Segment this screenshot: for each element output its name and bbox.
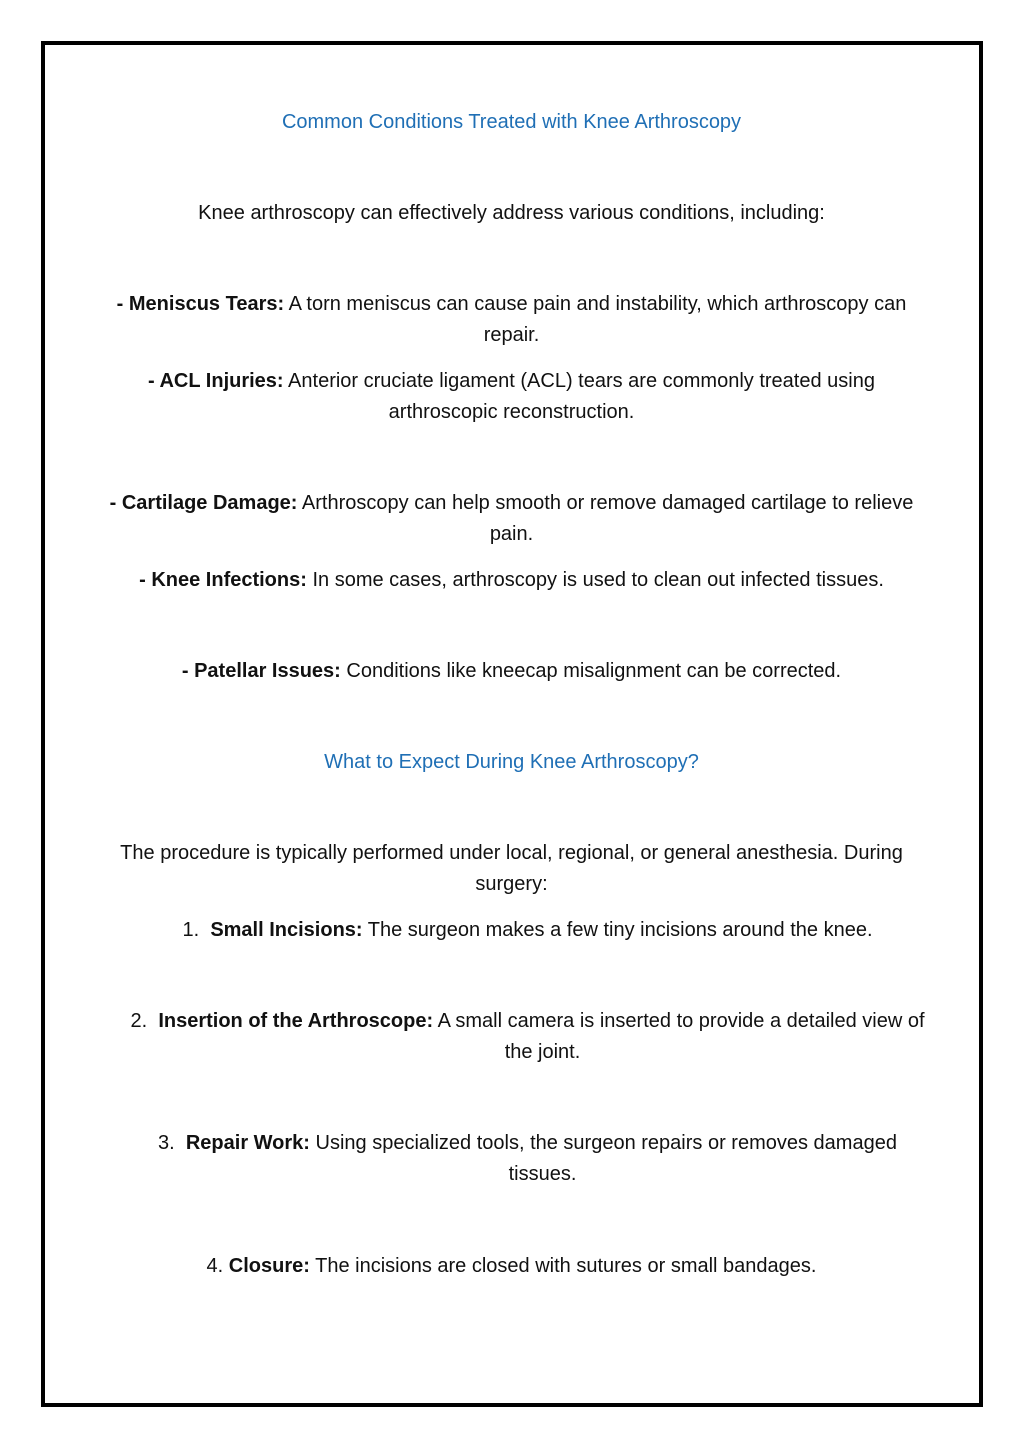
step-number: 1. xyxy=(182,919,200,941)
item-label: - Meniscus Tears: xyxy=(116,293,285,315)
step-closure xyxy=(0,1251,1023,1282)
step-text: The incisions are closed with sutures or small bandages. xyxy=(309,1255,817,1277)
step-label: Small Incisions: xyxy=(210,919,363,941)
step-label: Repair Work: xyxy=(185,1132,310,1154)
list-item-infections xyxy=(0,565,1023,596)
list-item-meniscus-cont: repair. xyxy=(483,324,540,346)
step-repair-work-cont: tissues. xyxy=(508,1163,577,1185)
list-item-cartilage xyxy=(0,488,1023,519)
step-number: 4. xyxy=(206,1255,224,1277)
step-insertion xyxy=(16,1006,1023,1037)
step-text: Using specialized tools, the surgeon repairs or removes damaged xyxy=(309,1132,897,1154)
item-text: A torn meniscus can cause pain and instability, which arthroscopy can xyxy=(284,293,907,315)
step-insertion-cont: the joint. xyxy=(504,1041,581,1063)
item-text: In some cases, arthroscopy is used to clean out infected tissues. xyxy=(306,569,884,591)
item-label: - Knee Infections: xyxy=(139,569,307,591)
intro-paragraph: Knee arthroscopy can effectively address various conditions, including: xyxy=(198,202,825,224)
item-text: Arthroscopy can help smooth or remove damaged cartilage to relieve xyxy=(297,492,914,514)
step-number: 3. xyxy=(158,1132,175,1154)
step-number: 2. xyxy=(130,1010,148,1032)
step-text: A small camera is inserted to provide a detailed view of xyxy=(433,1010,925,1032)
step-label: Closure: xyxy=(228,1255,310,1277)
item-label: - Patellar Issues: xyxy=(181,660,341,682)
list-item-acl xyxy=(0,366,1023,397)
item-label: - Cartilage Damage: xyxy=(109,492,298,514)
item-text: Conditions like kneecap misalignment can be corrected. xyxy=(340,660,842,682)
list-item-cartilage-cont: pain. xyxy=(489,523,534,545)
section-heading-expect: What to Expect During Knee Arthroscopy? xyxy=(324,751,699,773)
page-border xyxy=(41,41,983,1407)
list-item-patellar xyxy=(0,656,1023,687)
list-item-meniscus xyxy=(0,289,1023,320)
item-label: - ACL Injuries: xyxy=(148,370,284,392)
procedure-intro: The procedure is typically performed under local, regional, or general anesthesia. During xyxy=(120,842,903,864)
section-heading-conditions: Common Conditions Treated with Knee Arthroscopy xyxy=(281,111,742,133)
step-text: The surgeon makes a few tiny incisions around the knee. xyxy=(362,919,873,941)
item-text: Anterior cruciate ligament (ACL) tears are commonly treated using xyxy=(283,370,875,392)
procedure-intro-cont: surgery: xyxy=(475,873,548,895)
step-small-incisions xyxy=(16,915,1023,946)
step-repair-work xyxy=(16,1128,1023,1159)
step-label: Insertion of the Arthroscope: xyxy=(158,1010,434,1032)
list-item-acl-cont: arthroscopic reconstruction. xyxy=(388,401,635,423)
